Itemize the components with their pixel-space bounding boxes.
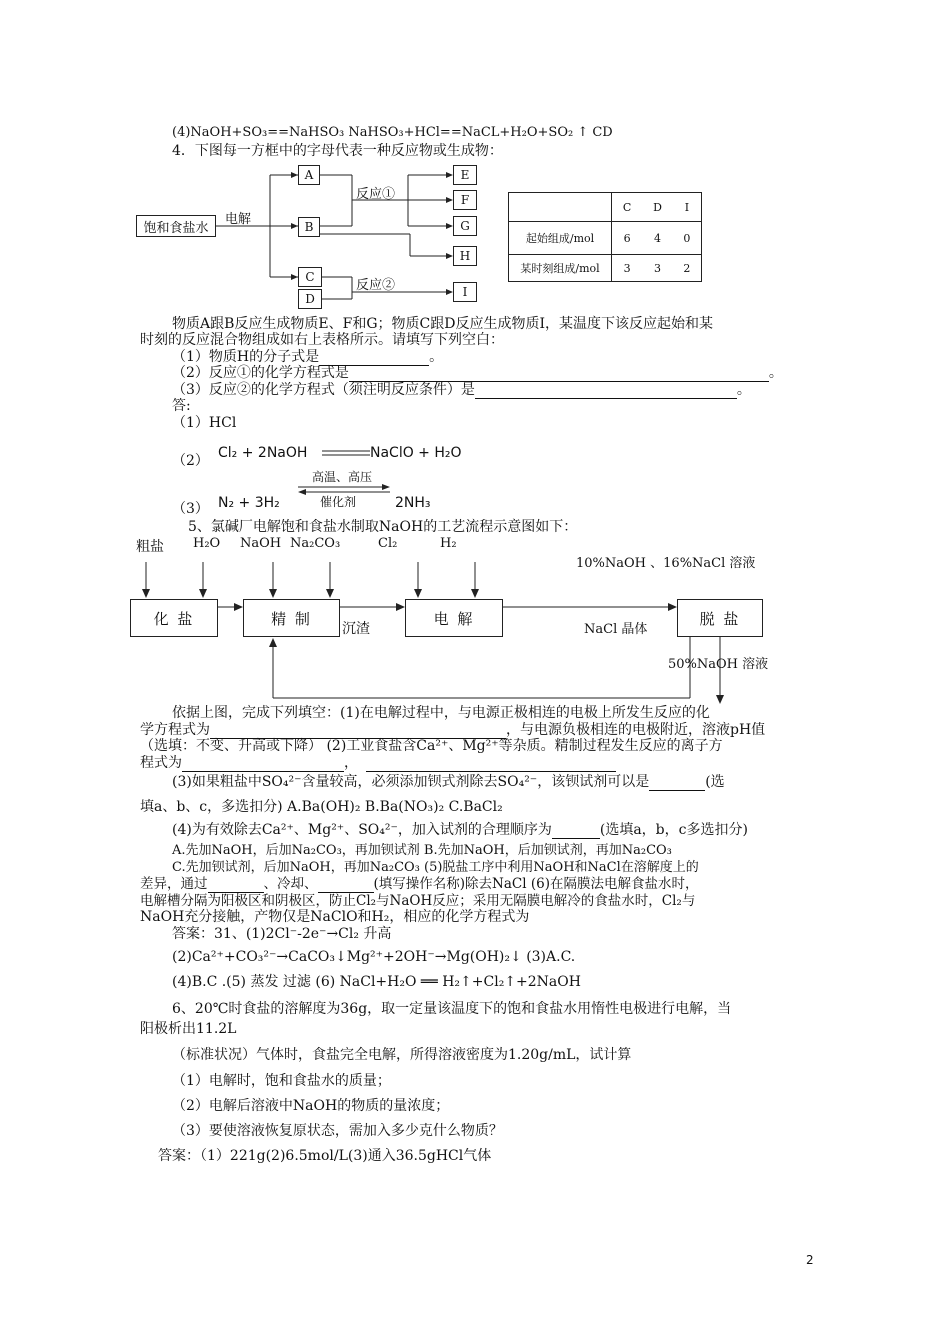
text-line: (4)NaOH+SO₃==NaHSO₃ NaHSO₃+HCl==NaCL+H₂O+SO₂ ↑ CD [172,125,613,140]
input-label: H₂O [193,536,221,551]
box-f: F [453,190,477,210]
dissolve-salt-box: 化 盐 [130,599,218,637]
equation-left: Cl₂ + 2NaOH [218,445,308,461]
box-i: I [453,282,477,302]
text-line: C.先加钡试剂，后加NaOH，再加Na₂CO₃ (5)脱盐工序中利用NaOH和NaCl在溶解度上的 [172,860,699,875]
text-line: 时刻的反应混合物组成如右上表格所示。请填写下列空白： [140,332,504,348]
equation-right: 2NH₃ [395,495,431,511]
text-line: （3）要使溶液恢复原状态，需加入多少克什么物质？ [172,1123,503,1139]
conditions-bottom: 催化剂 [320,495,357,509]
electrolysis-label: 电解 [225,212,252,227]
conditions-top: 高温、高压 [312,470,373,484]
text-line: A.先加NaOH，后加Na₂CO₃，再加钡试剂 B.先加NaOH，后加钡试剂，再加Na₂CO₃ [172,843,672,858]
desalt-box: 脱 盐 [677,599,763,637]
table-cell: 3 [642,255,673,282]
electrolysis-box: 电 解 [405,599,503,637]
text-line: 填a、b、c，多选扣分) A.Ba(OH)₂ B.Ba(NO₃)₂ C.BaCl₂ [140,799,503,815]
input-label: 粗盐 [136,539,164,555]
text-line: 物质A跟B反应生成物质E、F和G；物质C跟D反应生成物质I，某温度下该反应起始和某 [172,316,713,332]
page-number: 2 [806,1253,814,1267]
text-line: （2）反应①的化学方程式是 。 [172,365,783,381]
text-line: 差异，通过 、冷却、 (填写操作名称)除去NaCl (6)在隔膜法电解食盐水时， [140,876,699,892]
input-label: Na₂CO₃ [290,536,341,551]
equation-right: NaClO + H₂O [370,445,462,461]
text-line: （标准状况）气体时，食盐完全电解，所得溶液密度为1.20g/mL，试计算 [172,1047,632,1063]
input-label: H₂ [440,536,457,551]
box-c: C [298,267,322,287]
table-cell: 4 [642,222,673,255]
answer-line: (2)Ca²⁺+CO₃²⁻→CaCO₃↓Mg²⁺+2OH⁻→Mg(OH)₂↓ (3)A.C. [172,949,576,965]
text-line: （1）电解时，饱和食盐水的质量； [172,1073,391,1089]
table-cell: I [673,193,702,222]
question-6-line: 6、20℃时食盐的溶解度为36g，取一定量该温度下的饱和食盐水用惰性电极进行电解，当 [172,1001,732,1017]
table-cell: 2 [673,255,702,282]
text-line: 学方程式为 ，与电源负极相连的电极附近，溶液pH值 [140,722,766,738]
input-label: NaOH [240,536,282,551]
question-5-heading: 5、氯碱厂电解饱和食盐水制取NaOH的工艺流程示意图如下： [188,519,578,535]
text-line: （选填：不变、升高或下降） (2)工业食盐含Ca²⁺、Mg²⁺等杂质。精制过程发生反应的离子方 [140,738,723,754]
text-line: （1）物质H的分子式是 。 [172,349,444,365]
answer-label: 答: [172,398,191,414]
table-cell: 某时刻组成/mol [509,255,612,282]
text-line: （2） [172,453,209,469]
text-line: NaOH充分接触，产物仅是NaClO和H₂，相应的化学方程式为 [140,909,530,925]
answer-line: (4)B.C .(5) 蒸发 过滤 (6) NaCl+H₂O ══ H₂↑+Cl₂↑+2NaOH [172,974,581,990]
product-top-label: 10%NaOH 、16%NaCl 溶液 [576,556,756,571]
question-4-heading: 4．下图每一方框中的字母代表一种反应物或生成物： [172,143,503,159]
saturated-brine-box: 饱和食盐水 [136,215,216,237]
table-cell: 0 [673,222,702,255]
table-cell: D [642,193,673,222]
box-a: A [298,165,320,185]
text-line: 阳极析出11.2L [140,1021,237,1037]
equation-left: N₂ + 3H₂ [218,495,280,511]
text-line: 电解槽分隔为阳极区和阴极区，防止Cl₂与NaOH反应；采用无隔膜电解冷的食盐水时，Cl₂与 [140,893,696,909]
reaction-2-label: 反应② [356,278,396,293]
answer-line: 答案：31、(1)2Cl⁻-2e⁻→Cl₂ 升高 [172,926,392,942]
text-line: （1）HCl [172,415,237,431]
table-cell: C [612,193,643,222]
text-line: 依据上图，完成下列填空：(1)在电解过程中，与电源正极相连的电极上所发生反应的化 [172,705,710,721]
answer-line: 答案：（1）221g(2)6.5mol/L(3)通入36.5gHCl气体 [158,1148,492,1164]
text-line: （2）电解后溶液中NaOH的物质的量浓度； [172,1098,450,1114]
reaction-1-label: 反应① [356,187,396,202]
text-line: (4)为有效除去Ca²⁺、Mg²⁺、SO₄²⁻，加入试剂的合理顺序为 (选填a，b，c多选扣分) [172,822,748,838]
text-line: (3)如果粗盐中SO₄²⁻含量较高，必须添加钡式剂除去SO₄²⁻，该钡试剂可以是 (选 [172,774,725,790]
table-cell: 3 [612,255,643,282]
box-b: B [298,217,320,237]
text-line: 程式为 ， [140,754,616,772]
text-line: （3）反应②的化学方程式（须注明反应条件）是 。 [172,382,751,398]
box-g: G [453,216,477,236]
table-cell: 起始组成/mol [509,222,612,255]
box-e: E [453,165,477,185]
nacl-crystal-label: NaCl 晶体 [584,622,648,637]
box-d: D [298,289,322,309]
product-bottom-label: 50%NaOH 溶液 [668,657,769,672]
refine-box: 精 制 [243,599,340,637]
box-h: H [453,246,477,266]
input-label: Cl₂ [378,536,398,551]
sediment-label: 沉渣 [342,621,370,637]
table-cell: 6 [612,222,643,255]
text-line: （3） [172,501,209,517]
